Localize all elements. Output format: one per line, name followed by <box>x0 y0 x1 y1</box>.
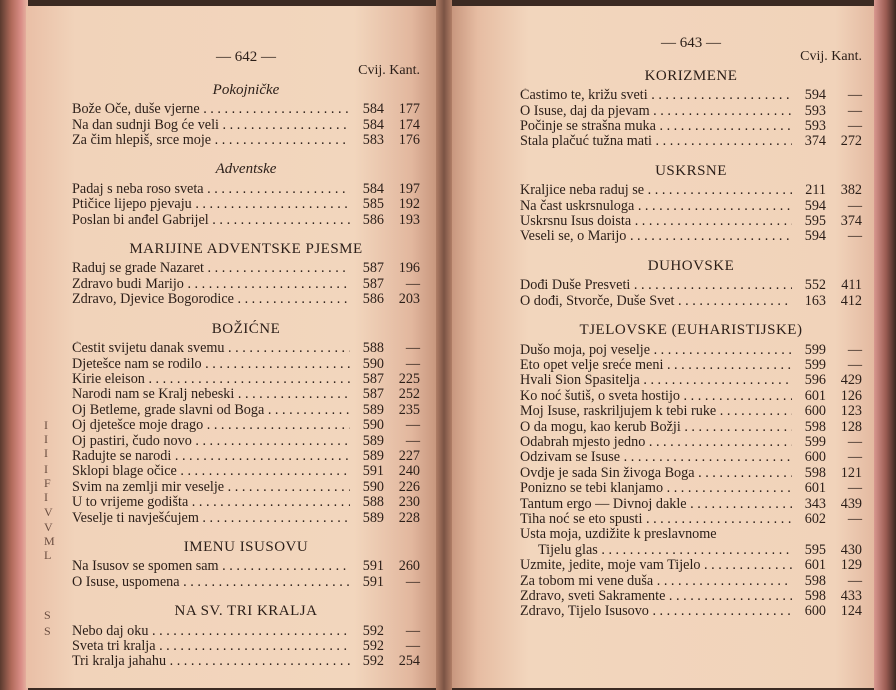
hymn-title: Oj djetešce moje drago . . . <box>72 418 350 433</box>
book-edge-right <box>874 0 896 690</box>
kantual-page-number: 192 <box>398 196 420 213</box>
cvijet-page-number: 584 <box>362 101 384 118</box>
hymn-title: Počinje se strašna muka . . . <box>520 119 792 134</box>
kantual-page-number: — <box>847 102 862 119</box>
hymn-title: O dođi, Stvorče, Duše Svet . . . <box>520 294 792 309</box>
section-title: BOŽIĆNE <box>211 320 281 337</box>
cvijet-page-number: 587 <box>362 370 384 387</box>
right-page-content <box>520 36 862 620</box>
kantual-page-number: — <box>847 356 862 373</box>
hymn-title: Za tobom mi vene duša . . . <box>520 574 792 589</box>
hymn-index-row <box>72 403 420 418</box>
margin-letter: I <box>44 490 48 504</box>
hymn-index-row <box>72 418 420 433</box>
kantual-page-number: — <box>847 118 862 135</box>
kantual-page-number: 429 <box>840 372 862 389</box>
hymn-index-row <box>520 497 862 512</box>
cvijet-page-number: 598 <box>804 464 826 481</box>
hymn-title: Kraljice neba raduj se . . . <box>520 183 792 198</box>
kantual-page-number: 121 <box>840 464 862 481</box>
margin-letter: F <box>44 476 51 490</box>
margin-letter: V <box>44 505 53 519</box>
section-title: USKRSNE <box>655 162 727 179</box>
hymn-index-row <box>72 480 420 495</box>
kantual-page-number: — <box>405 573 420 590</box>
kantual-page-number: — <box>847 510 862 527</box>
hymn-index-row <box>72 434 420 449</box>
hymn-title: Oj pastiri, čudo novo . . . <box>72 434 350 449</box>
margin-letter: S <box>44 624 51 638</box>
hymn-title: Veseli se, o Marijo . . . <box>520 229 792 244</box>
kantual-page-number: — <box>847 87 862 104</box>
cvijet-page-number: 586 <box>362 211 384 228</box>
hymn-index-row <box>72 182 420 197</box>
hymn-title: Oj Betleme, grade slavni od Boga . . . <box>72 403 350 418</box>
kantual-page-number: — <box>847 572 862 589</box>
margin-letter: I <box>44 446 48 460</box>
cvijet-page-number: 594 <box>804 197 826 214</box>
hymn-index-row <box>520 229 862 244</box>
kantual-page-number: 411 <box>841 277 862 294</box>
margin-letter: I <box>44 462 48 476</box>
section-spacer <box>520 245 862 255</box>
hymn-title: Čestit svijetu danak svemu . . . <box>72 341 350 356</box>
hymn-index-row <box>72 341 420 356</box>
margin-letter: S <box>44 608 51 622</box>
kantual-page-number: 254 <box>398 653 420 670</box>
hymn-index-row <box>72 102 420 117</box>
hymn-index-row <box>520 420 862 435</box>
kantual-page-number: — <box>847 433 862 450</box>
hymn-index-row <box>72 261 420 276</box>
kantual-page-number: 177 <box>398 101 420 118</box>
hymn-index-row <box>72 464 420 479</box>
section-spacer <box>72 308 420 318</box>
hymn-index-row <box>72 654 420 669</box>
kantual-page-number: 433 <box>840 588 862 604</box>
section-spacer <box>520 150 862 160</box>
kantual-page-number: — <box>405 340 420 357</box>
cvijet-page-number: 598 <box>804 572 826 589</box>
hymn-index-row <box>520 481 862 496</box>
hymn-title: Ovdje je sada Sin živoga Boga . . . <box>520 466 792 481</box>
kantual-page-number: 260 <box>398 558 420 575</box>
hymn-index-row <box>520 466 862 481</box>
section-title: NA SV. TRI KRALJA <box>174 603 318 620</box>
kantual-page-number: 235 <box>398 401 420 418</box>
section-spacer <box>72 590 420 600</box>
cvijet-page-number: 587 <box>362 275 384 292</box>
kantual-page-number: — <box>405 622 420 639</box>
hymn-title: Za čim hlepiš, srce moje . . . <box>72 133 350 148</box>
hymn-index-row <box>72 639 420 654</box>
kantual-page-number: 439 <box>840 495 862 512</box>
cvijet-page-number: 600 <box>804 603 826 620</box>
kantual-page-number: — <box>405 355 420 372</box>
kantual-page-number: 240 <box>398 463 420 480</box>
cvijet-page-number: 596 <box>804 372 826 389</box>
cvijet-page-number: 601 <box>804 557 826 574</box>
hymn-title: Veselje ti navješćujem . . . <box>72 511 350 526</box>
kantual-page-number: — <box>847 480 862 497</box>
hymn-index-row <box>520 604 862 619</box>
cvijet-page-number: 589 <box>362 432 384 449</box>
hymn-index-row <box>520 88 862 103</box>
margin-letter: I <box>44 432 48 446</box>
kantual-page-number: 374 <box>840 213 862 230</box>
margin-letter: I <box>44 418 48 432</box>
kantual-page-number: — <box>847 197 862 214</box>
hymn-index-row <box>520 435 862 450</box>
cvijet-page-number: 593 <box>804 118 826 135</box>
cvijet-page-number: 598 <box>804 588 826 604</box>
kantual-page-number: — <box>847 449 862 466</box>
hymn-index-row <box>520 527 862 542</box>
hymn-index-row <box>520 214 862 229</box>
cvijet-page-number: 592 <box>362 622 384 639</box>
hymn-index-row <box>520 199 862 214</box>
hymn-title: Stala plačuć tužna mati . . . <box>520 134 792 149</box>
hymn-title: Uzmite, jedite, moje vam Tijelo . . . <box>520 558 792 573</box>
cvijet-page-number: 590 <box>362 478 384 495</box>
hymn-title: Sveta tri kralja . . . <box>72 639 350 654</box>
hymn-index-row <box>520 543 862 558</box>
kantual-page-number: 126 <box>840 387 862 404</box>
hymn-title: Nebo daj oku . . . <box>72 624 350 639</box>
section-title: MARIJINE ADVENTSKE PJESME <box>129 241 363 258</box>
cvijet-page-number: 591 <box>362 463 384 480</box>
hymn-title: Odzivam se Isuse . . . <box>520 450 792 465</box>
hymn-index-row <box>72 624 420 639</box>
margin-letter: V <box>44 520 53 534</box>
page-number: — 642 — <box>216 49 276 65</box>
hymn-index-row <box>520 389 862 404</box>
hymn-index-row <box>72 277 420 292</box>
kantual-page-number: 227 <box>398 447 420 464</box>
section-spacer <box>520 309 862 319</box>
cvijet-page-number: 587 <box>362 386 384 403</box>
hymn-index-row <box>72 118 420 133</box>
cvijet-page-number: 601 <box>804 387 826 404</box>
cvijet-page-number: 593 <box>804 102 826 119</box>
hymn-index-row <box>520 589 862 604</box>
hymn-index-row <box>72 292 420 307</box>
cvijet-page-number: 599 <box>804 433 826 450</box>
cvijet-page-number: 587 <box>362 260 384 277</box>
hymn-title: Zdravo, sveti Sakramente . . . <box>520 589 792 604</box>
hymn-title: Na dan sudnji Bog će veli . . . <box>72 118 350 133</box>
kantual-page-number: 252 <box>398 386 420 403</box>
cvijet-page-number: 374 <box>804 133 826 150</box>
kantual-page-number: 176 <box>398 132 420 149</box>
hymn-title: Poslan bi anđel Gabrijel . . . <box>72 213 350 228</box>
hymn-title: Radujte se narodi . . . <box>72 449 350 464</box>
hymn-index-row <box>520 343 862 358</box>
cvijet-page-number: 589 <box>362 447 384 464</box>
kantual-page-number: 197 <box>398 180 420 197</box>
hymn-title: Uskrsnu Isus doista . . . <box>520 214 792 229</box>
cvijet-page-number: 163 <box>804 292 826 309</box>
hymn-title: Moj Isuse, raskriljujem k tebi ruke . . . <box>520 404 792 419</box>
hymn-title: Tantum ergo — Divnoj dakle . . . <box>520 497 792 512</box>
hymn-title: Zdravo, Tijelo Isusovo . . . <box>520 604 792 619</box>
cvijet-page-number: 584 <box>362 116 384 133</box>
cvijet-page-number: 590 <box>362 417 384 434</box>
hymn-index-row <box>72 575 420 590</box>
hymn-index-row <box>72 133 420 148</box>
hymn-title: Tiha noć se eto spusti . . . <box>520 512 792 527</box>
section-title: DUHOVSKE <box>647 257 735 274</box>
kantual-page-number: 272 <box>840 133 862 150</box>
hymn-index-row <box>72 387 420 402</box>
hymn-index-row <box>520 450 862 465</box>
hymn-title: Na čast uskrsnuloga . . . <box>520 199 792 214</box>
cvijet-page-number: 590 <box>362 355 384 372</box>
cvijet-page-number: 594 <box>804 87 826 104</box>
hymn-title: Sklopi blage očice . . . <box>72 464 350 479</box>
hymn-index-row <box>72 357 420 372</box>
cvijet-page-number: 586 <box>362 291 384 308</box>
kantual-page-number: 123 <box>840 403 862 420</box>
book-edge-left <box>0 0 28 690</box>
hymn-index-row <box>520 104 862 119</box>
hymn-title: Tri kralja jahahu . . . <box>72 654 350 669</box>
cvijet-page-number: 598 <box>804 418 826 435</box>
kantual-page-number: — <box>405 638 420 654</box>
cvijet-page-number: 599 <box>804 356 826 373</box>
hymn-title: Ponizno se tebi klanjamo . . . <box>520 481 792 496</box>
hymn-index-row <box>520 404 862 419</box>
cvijet-page-number: 592 <box>362 638 384 654</box>
hymn-title: Zdravo, Djevice Bogorodice . . . <box>72 292 350 307</box>
section-title: KORIZMENE <box>644 67 738 84</box>
kantual-page-number: — <box>847 341 862 358</box>
cvijet-page-number: 600 <box>804 449 826 466</box>
book-gutter <box>436 0 452 690</box>
kantual-page-number: 129 <box>840 557 862 574</box>
hymn-title: Narodi nam se Kralj nebeski . . . <box>72 387 350 402</box>
kantual-page-number: — <box>405 417 420 434</box>
cvijet-page-number: 600 <box>804 403 826 420</box>
cvijet-page-number: 591 <box>362 573 384 590</box>
hymn-index-row <box>520 183 862 198</box>
cvijet-page-number: 591 <box>362 558 384 575</box>
kantual-page-number: 382 <box>840 182 862 199</box>
kantual-page-number: 228 <box>398 509 420 526</box>
kantual-page-number: 430 <box>840 541 862 558</box>
hymn-title: Ptičice lijepo pjevaju . . . <box>72 197 350 212</box>
page-number: — 643 — <box>661 35 721 51</box>
column-header: Cvij. Kant. <box>358 63 420 79</box>
kantual-page-number: 174 <box>398 116 420 133</box>
hymn-index-row <box>72 372 420 387</box>
cvijet-page-number: 595 <box>804 213 826 230</box>
hymn-index-row <box>72 197 420 212</box>
hymn-title: Hvali Sion Spasitelja . . . <box>520 373 792 388</box>
column-header: Cvij. Kant. <box>800 49 862 65</box>
hymn-title: Raduj se grade Nazaret . . . <box>72 261 350 276</box>
cvijet-page-number: 594 <box>804 228 826 245</box>
kantual-page-number: 203 <box>398 291 420 308</box>
section-spacer <box>72 148 420 158</box>
kantual-page-number: 412 <box>840 292 862 309</box>
cvijet-page-number: 602 <box>804 510 826 527</box>
hymn-index-row <box>72 559 420 574</box>
cvijet-page-number: 595 <box>804 541 826 558</box>
hymn-index-row <box>72 449 420 464</box>
cvijet-page-number: 585 <box>362 196 384 213</box>
hymn-title: U to vrijeme godišta . . . <box>72 495 350 510</box>
hymn-index-row <box>520 119 862 134</box>
cvijet-page-number: 211 <box>805 182 826 199</box>
hymn-title: Tijelu glas . . . <box>520 543 792 558</box>
kantual-page-number: 226 <box>398 478 420 495</box>
kantual-page-number: — <box>405 275 420 292</box>
hymn-index-row <box>520 134 862 149</box>
hymn-title: Usta moja, uzdižite k preslavnome <box>520 527 717 543</box>
margin-letter: M <box>44 534 55 548</box>
hymn-title: Častimo te, križu sveti . . . <box>520 88 792 103</box>
hymn-title: Padaj s neba roso sveta . . . <box>72 182 350 197</box>
cvijet-page-number: 599 <box>804 341 826 358</box>
hymn-index-row <box>72 213 420 228</box>
left-page-content <box>72 50 420 670</box>
hymn-title: Kirie eleison . . . <box>72 372 350 387</box>
hymn-index-row <box>520 278 862 293</box>
cvijet-page-number: 588 <box>362 494 384 511</box>
section-title: Adventske <box>215 161 277 178</box>
hymn-index-row <box>72 511 420 526</box>
hymn-title: Zdravo budi Marijo . . . <box>72 277 350 292</box>
hymn-index-row <box>520 373 862 388</box>
hymn-title: Djetešce nam se rodilo . . . <box>72 357 350 372</box>
section-spacer <box>72 526 420 536</box>
hymn-title: Ko noć šutiš, o sveta hostijo . . . <box>520 389 792 404</box>
kantual-page-number: 196 <box>398 260 420 277</box>
section-title: Pokojničke <box>212 81 280 98</box>
hymn-title: Na Isusov se spomen sam . . . <box>72 559 350 574</box>
hymn-title: Eto opet velje sreće meni . . . <box>520 358 792 373</box>
hymn-index-row <box>520 574 862 589</box>
kantual-page-number: — <box>405 432 420 449</box>
section-spacer <box>72 228 420 238</box>
hymn-title: O Isuse, uspomena . . . <box>72 575 350 590</box>
hymn-title: Svim na zemlji mir veselje . . . <box>72 480 350 495</box>
hymn-title: O Isuse, daj da pjevam . . . <box>520 104 792 119</box>
cvijet-page-number: 589 <box>362 509 384 526</box>
cvijet-page-number: 584 <box>362 180 384 197</box>
cvijet-page-number: 588 <box>362 340 384 357</box>
kantual-page-number: 124 <box>840 603 862 620</box>
cvijet-page-number: 589 <box>362 401 384 418</box>
cvijet-page-number: 552 <box>804 277 826 294</box>
section-title: TJELOVSKE (EUHARISTIJSKE) <box>579 322 803 339</box>
hymn-index-row <box>72 495 420 510</box>
cvijet-page-number: 601 <box>804 480 826 497</box>
cvijet-page-number: 343 <box>804 495 826 512</box>
cvijet-page-number: 583 <box>362 132 384 149</box>
hymn-index-row <box>520 358 862 373</box>
cvijet-page-number: 592 <box>362 653 384 670</box>
kantual-page-number: 193 <box>398 211 420 228</box>
hymn-index-row <box>520 294 862 309</box>
kantual-page-number: 128 <box>840 418 862 435</box>
kantual-page-number: 225 <box>398 370 420 387</box>
kantual-page-number: 230 <box>398 494 420 511</box>
hymn-title: Odabrah mjesto jedno . . . <box>520 435 792 450</box>
kantual-page-number: — <box>847 228 862 245</box>
hymn-index-row <box>520 558 862 573</box>
hymn-title: Dođi Duše Presveti . . . <box>520 278 792 293</box>
hymn-title: Dušo moja, poj veselje . . . <box>520 343 792 358</box>
hymn-title: Bože Oče, duše vjerne . . . <box>72 102 350 117</box>
hymn-title: O da mogu, kao kerub Božji . . . <box>520 420 792 435</box>
hymn-index-row <box>520 512 862 527</box>
section-title: IMENU ISUSOVU <box>183 538 309 555</box>
margin-letter: L <box>44 548 52 562</box>
